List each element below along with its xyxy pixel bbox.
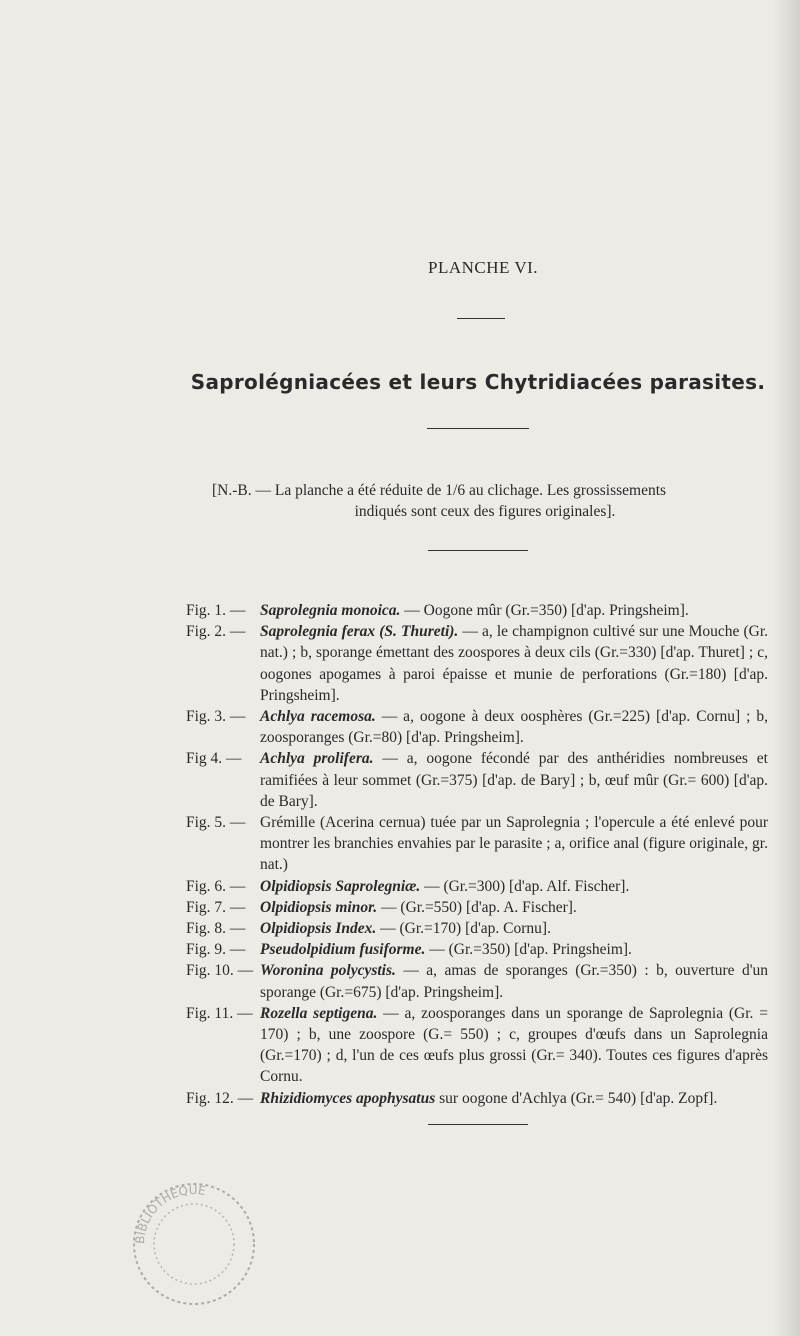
plate-label: PLANCHE VI.: [427, 258, 539, 277]
figure-label: Fig. 11. —: [186, 1004, 253, 1022]
figure-entry: [186, 918, 768, 939]
note-line-2: indiqués sont ceux des figures originales].: [354, 503, 616, 520]
figure-label: Fig. 6. —: [186, 877, 246, 895]
species-name: Pseudolpidium fusiforme.: [260, 941, 426, 959]
figure-entry: [186, 600, 768, 621]
figure-description: — (Gr.=350) [d'ap. Pringsheim].: [429, 941, 632, 959]
figure-entry: [186, 876, 768, 897]
editorial-note: [200, 480, 770, 522]
species-name: Olpidiopsis minor.: [260, 898, 378, 916]
svg-text:BIBLIOTHÈQUE: [133, 1183, 207, 1244]
figure-label: Fig. 1. —: [186, 602, 246, 619]
figure-description: Grémille (Acerina cernua) tuée par un Saprolegnia ; l'opercule a été enlevé pour montrer les branchies envahies par le parasite ; a, orifice anal (figure originale, gr. nat.): [260, 814, 768, 874]
figure-entry: [186, 960, 768, 1002]
figure-description: — a, le champignon cultivé sur une Mouche (Gr. nat.) ; b, sporange émettant des zoospores à deux cils (Gr.=330) [d'ap. Thuret] ; c, oogones apogames à paroi épaisse et munie de perforations (Gr.=180) [d'ap. Pringsheim].: [260, 623, 769, 704]
species-name: Achlya prolifera.: [260, 750, 374, 768]
figure-entry: [186, 748, 768, 812]
figure-entry: [186, 1088, 768, 1109]
species-name: Woronina polycystis.: [260, 962, 396, 980]
species-name: Saprolegnia ferax (S. Thureti).: [260, 623, 459, 641]
species-name: Rozella septigena.: [260, 1004, 378, 1022]
species-name: Rhizidiomyces apophysatus: [260, 1089, 436, 1107]
species-name: Olpidiopsis Saprolegniæ.: [260, 877, 421, 895]
figure-description: — (Gr.=300) [d'ap. Alf. Fischer].: [424, 877, 630, 895]
figure-label: Fig 4. —: [186, 750, 242, 768]
figure-entry: [186, 812, 768, 876]
figure-label: Fig. 7. —: [186, 898, 246, 916]
figure-label: Fig. 5. —: [186, 814, 246, 832]
figure-description: sur oogone d'Achlya (Gr.= 540) [d'ap. Zopf].: [439, 1089, 718, 1107]
figure-legend-list: [186, 600, 768, 1109]
figure-entry: [186, 897, 768, 918]
figure-entry: [186, 621, 768, 706]
figure-description: — Oogone mûr (Gr.=350) [d'ap. Pringsheim].: [404, 602, 689, 619]
divider-rule: [428, 1124, 528, 1125]
library-stamp-icon: [128, 1178, 260, 1310]
divider-rule: [428, 550, 528, 551]
species-name: Saprolegnia monoica.: [260, 602, 401, 619]
figure-description: — a, oogone fécondé par des anthéridies nombreuses et ramifiées à leur sommet (Gr.=375) [d'ap. de Bary] ; b, œuf mûr (Gr.= 600) [d'ap. de Bary].: [260, 750, 768, 810]
figure-description: — a, zoosporanges dans un sporange de Saprolegnia (Gr. = 170) ; b, une zoospore (G.= 550) ; c, groupes d'œufs dans un Saprolegnia (Gr.=170) ; d, l'un de ces œufs plus grossi (Gr.= 340). Toutes ces figures d'après Cornu.: [260, 1004, 768, 1086]
figure-entry: [186, 1003, 768, 1088]
figure-description: — a, oogone à deux oosphères (Gr.=225) [d'ap. Cornu] ; b, zoosporanges (Gr.=80) [d'ap. Pringsheim].: [260, 708, 769, 747]
divider-rule: [457, 318, 505, 319]
divider-rule: [427, 428, 529, 429]
page-title: Saprolégniacées et leurs Chytridiacées parasites.: [190, 370, 766, 394]
figure-description: — (Gr.=550) [d'ap. A. Fischer].: [381, 898, 577, 916]
figure-description: — (Gr.=170) [d'ap. Cornu].: [380, 920, 551, 938]
figure-label: Fig. 10. —: [186, 962, 254, 980]
figure-entry: [186, 706, 768, 748]
species-name: Achlya racemosa.: [260, 708, 376, 726]
figure-label: Fig. 2. —: [186, 623, 246, 641]
figure-description: — a, amas de sporanges (Gr.=350) : b, ouverture d'un sporange (Gr.=675) [d'ap. Pringsheim].: [260, 962, 768, 1001]
page-edge-shadow: [774, 0, 800, 1336]
figure-label: Fig. 9. —: [186, 941, 246, 959]
figure-entry: [186, 939, 768, 960]
species-name: Olpidiopsis Index.: [260, 920, 377, 938]
figure-label: Fig. 3. —: [186, 708, 246, 726]
figure-label: Fig. 12. —: [186, 1089, 254, 1107]
stamp-text: BIBLIOTHÈQUE: [132, 1182, 207, 1245]
note-line-1: [N.-B. — La planche a été réduite de 1/6 au clichage. Les grossissements: [212, 482, 667, 499]
figure-label: Fig. 8. —: [186, 920, 246, 938]
